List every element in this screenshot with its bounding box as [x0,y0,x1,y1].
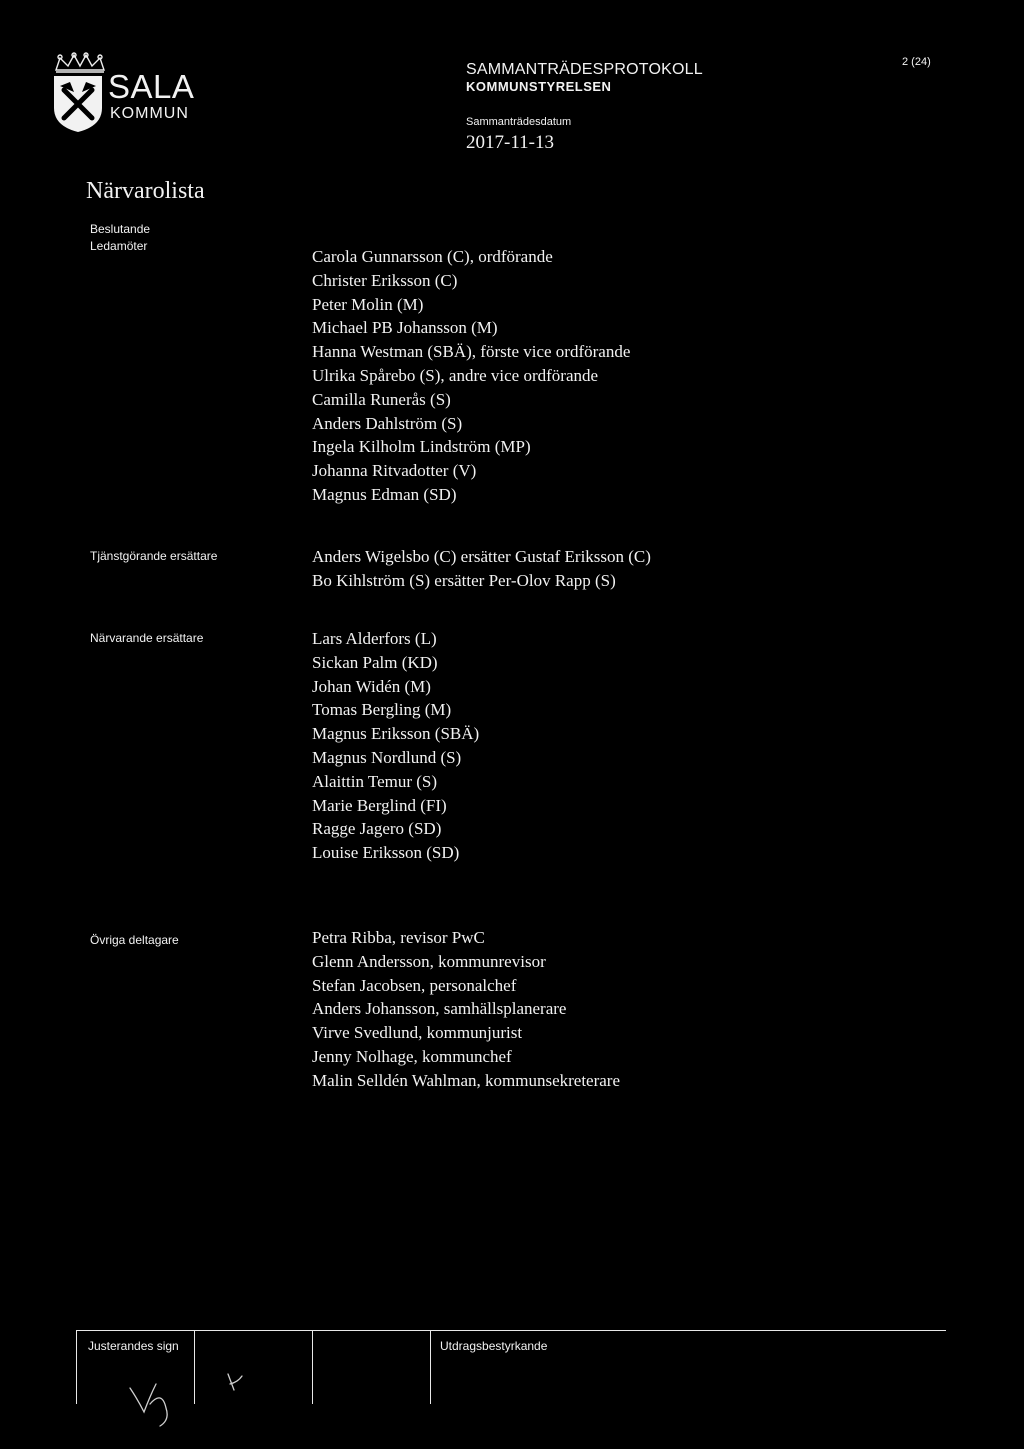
list-item: Marie Berglind (FI) [312,795,447,815]
list-item: Virve Svedlund, kommunjurist [312,1023,523,1043]
list-item: Christer Eriksson (C) [312,270,458,290]
list-item: Stefan Jacobsen, personalchef [312,975,517,995]
list-item: Malin Selldén Wahlman, kommunsekreterare [312,1070,621,1090]
justerandes-sign-label: Justerandes sign [88,1339,179,1353]
list-item: Anders Wigelsbo (C) ersätter Gustaf Eriksson (C) [312,547,651,566]
list-item: Lars Alderfors (L) [312,629,437,648]
section-label-ledamoter: Ledamöter [90,239,148,253]
list-item: Anders Dahlström (S) [312,413,463,433]
list-item: Johan Widén (M) [312,676,431,696]
list-item: Magnus Nordlund (S) [312,747,462,767]
utdragsbestyrkande-label: Utdragsbestyrkande [440,1339,548,1353]
list-item: Ulrika Spårebo (S), andre vice ordförande [312,365,599,385]
footer-rule [76,1330,946,1331]
serving-substitutes-list [312,545,651,593]
list-item: Glenn Andersson, kommunrevisor [312,951,546,971]
list-item: Tomas Bergling (M) [312,700,452,720]
list-item: Louise Eriksson (SD) [312,843,460,863]
list-item: Michael PB Johansson (M) [312,318,498,338]
table-divider [312,1330,313,1404]
list-item: Magnus Eriksson (SBÄ) [312,724,480,744]
list-item: Anders Johansson, samhällsplanerare [312,999,567,1019]
logo-name: SALA [108,68,195,105]
list-item: Camilla Runerås (S) [312,389,451,409]
list-item: Johanna Ritvadotter (V) [312,461,477,481]
members-list [312,245,630,507]
meeting-date-label: Sammanträdesdatum [466,116,572,128]
list-item: Bo Kihlström (S) ersätter Per-Olov Rapp (S) [312,570,616,590]
other-participants-list [312,926,620,1093]
section-label-ovriga: Övriga deltagare [90,933,179,947]
document-type: SAMMANTRÄDESPROTOKOLL [466,61,703,78]
list-item: Alaittin Temur (S) [312,771,438,791]
logo-subtitle: KOMMUN [110,105,189,122]
page-title: Närvarolista [86,178,205,204]
list-item: Carola Gunnarsson (C), ordförande [312,247,553,266]
list-item: Petra Ribba, revisor PwC [312,928,485,947]
list-item: Ingela Kilholm Lindström (MP) [312,437,531,457]
section-label-tjanstgorande: Tjänstgörande ersättare [90,549,218,563]
list-item: Jenny Nolhage, kommunchef [312,1046,512,1066]
meeting-date: 2017-11-13 [466,132,554,153]
present-substitutes-list [312,627,479,865]
list-item: Sickan Palm (KD) [312,652,438,672]
table-divider [430,1330,431,1404]
section-label-beslutande: Beslutande [90,222,151,236]
signature-scribble [110,1360,250,1430]
list-item: Ragge Jagero (SD) [312,819,442,839]
list-item: Peter Molin (M) [312,294,424,314]
coat-of-arms-icon [52,74,104,134]
list-item: Hanna Westman (SBÄ), förste vice ordförande [312,342,631,362]
page-number: 2 (24) [902,56,931,68]
table-divider [76,1330,77,1404]
list-item: Magnus Edman (SD) [312,484,457,504]
section-label-narvarande: Närvarande ersättare [90,631,204,645]
board-name: KOMMUNSTYRELSEN [466,79,612,94]
crown-icon [54,52,106,74]
